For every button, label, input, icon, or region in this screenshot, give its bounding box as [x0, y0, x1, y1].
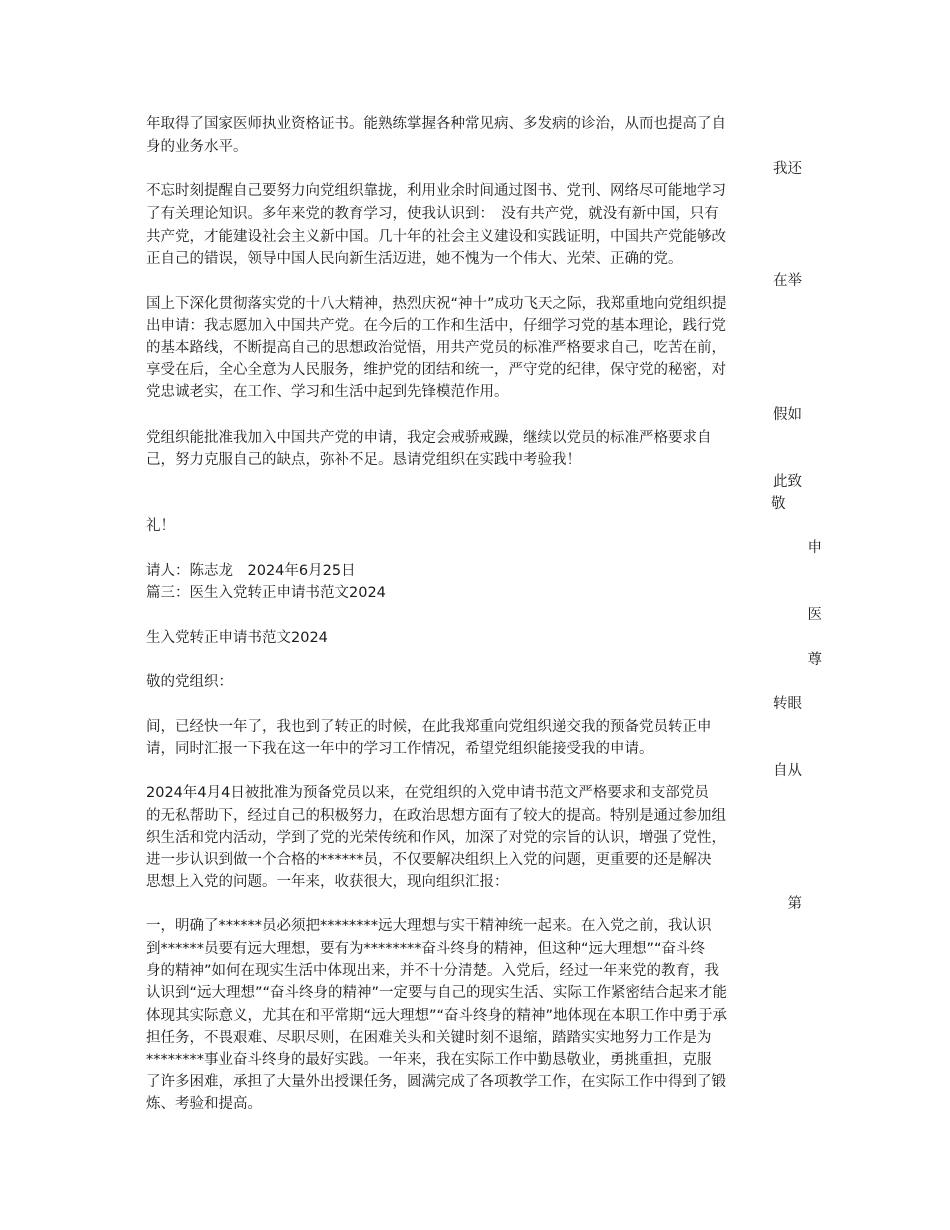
text-line: 正自己的错误，领导中国人民向新生活迈进，她不愧为一个伟大、光荣、正确的党。	[146, 251, 683, 267]
text-line: 进一步认识到做一个合格的******员，不仅要解决组织上入党的问题，更重要的还是解决	[146, 852, 712, 868]
text-line: 织生活和党内活动，学到了党的光荣传统和作风，加深了对党的宗旨的认识，增强了党性，	[146, 830, 726, 846]
paragraph-start: 自从	[773, 763, 802, 779]
paragraph-start: 假如	[773, 407, 802, 423]
text-line: 党忠诚老实，在工作、学习和生活中起到先锋模范作用。	[146, 384, 509, 400]
greeting-start: 尊	[807, 652, 822, 668]
text-line: 身的业务水平。	[146, 139, 248, 155]
text-line: 2024年4月4日被批准为预备党员以来，在党组织的入党申请书范文严格要求和支部党员	[146, 785, 709, 801]
text-line: 了有关理论知识。多年来党的教育学习，使我认识到： 没有共产党，就没有新中国，只有	[146, 206, 719, 222]
closing-line: 礼！	[146, 518, 175, 534]
text-line: 国上下深化贯彻落实党的十八大精神，热烈庆祝“神十”成功飞天之际，我郑重地向党组织提	[146, 296, 727, 312]
closing-salutation: 敬	[771, 496, 786, 512]
paragraph-start: 在举	[773, 273, 802, 289]
text-line: ********事业奋斗终身的最好实践。一年来，我在实际工作中勤恳敬业，勇挑重担，克服	[146, 1052, 712, 1068]
text-line: 思想上入党的问题。一年来，收获很大，现向组织汇报：	[146, 874, 509, 890]
text-line: 的无私帮助下，经过自己的积极努力，在政治思想方面有了较大的提高。特别是通过参加组	[146, 808, 726, 824]
text-line: 请，同时汇报一下我在这一年中的学习工作情况，希望党组织能接受我的申请。	[146, 741, 654, 757]
paragraph-start: 转眼	[773, 696, 802, 712]
text-line: 间，已经快一年了，我也到了转正的时候，在此我郑重向党组织递交我的预备党员转正申	[146, 719, 712, 735]
text-line: 党组织能批准我加入中国共产党的申请，我定会戒骄戒躁，继续以党员的标准严格要求自	[146, 430, 712, 446]
text-line: 了许多困难，承担了大量外出授课任务，圆满完成了各项教学工作，在实际工作中得到了锻	[146, 1074, 726, 1090]
section-heading: 篇三：医生入党转正申请书范文2024	[146, 585, 386, 601]
text-line: 的基本路线，不断提高自己的思想政治觉悟，用共产党员的标准严格要求自己，吃苦在前，	[146, 340, 726, 356]
paragraph-start: 第	[787, 896, 802, 912]
signature-line: 请人：陈志龙 2024年6月25日	[146, 563, 356, 579]
text-line: 担任务，不畏艰难、尽职尽则，在困难关头和关键时刻不退缩，踏踏实实地努力工作是为	[146, 1030, 712, 1046]
signature-start: 申	[807, 540, 822, 556]
closing-line: 此致	[773, 474, 802, 490]
text-line: 享受在后，全心全意为人民服务，维护党的团结和统一，严守党的纪律，保守党的秘密，对	[146, 362, 726, 378]
text-line: 身的精神”如何在现实生活中体现出来，并不十分清楚。入党后，经过一年来党的教育，我	[146, 963, 720, 979]
text-line: 认识到“远大理想”“奋斗终身的精神”一定要与自己的现实生活、实际工作紧密结合起来才能	[146, 985, 728, 1001]
text-line: 己，努力克服自己的缺点，弥补不足。恳请党组织在实践中考验我！	[146, 452, 581, 468]
text-line: 年取得了国家医师执业资格证书。能熟练掌握各种常见病、多发病的诊治，从而也提高了自	[146, 116, 726, 132]
text-line: 不忘时刻提醒自己要努力向党组织靠拢，利用业余时间通过图书、党刊、网络尽可能地学习	[146, 183, 726, 199]
text-line: 出申请：我志愿加入中国共产党。在今后的工作和生活中，仔细学习党的基本理论，践行党	[146, 318, 726, 334]
text-line: 炼、考验和提高。	[146, 1096, 262, 1112]
document-title: 生入党转正申请书范文2024	[146, 630, 328, 646]
title-start: 医	[807, 607, 822, 623]
paragraph-start: 我还	[773, 161, 802, 177]
text-line: 体现其实际意义，尤其在和平常期“远大理想”“奋斗终身的精神”地体现在本职工作中勇于承	[146, 1008, 728, 1024]
greeting: 敬的党组织：	[146, 674, 233, 690]
text-line: 共产党，才能建设社会主义新中国。几十年的社会主义建设和实践证明，中国共产党能够改	[146, 229, 726, 245]
text-line: 到******员要有远大理想，要有为********奋斗终身的精神，但这种“远大理想”“奋斗终	[146, 941, 706, 957]
text-line: 一，明确了******员必须把********远大理想与实干精神统一起来。在入党之前，我认识	[146, 918, 712, 934]
